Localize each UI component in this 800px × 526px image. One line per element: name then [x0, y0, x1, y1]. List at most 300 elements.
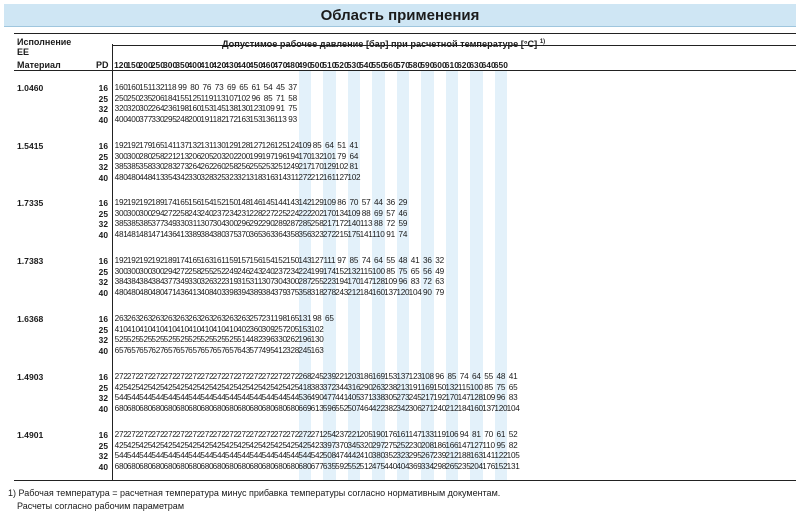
pressure-cell: 323	[224, 172, 238, 182]
pressure-cell: 480	[114, 172, 128, 182]
pressure-cell: 239	[433, 451, 447, 460]
pressure-cell: 170	[347, 277, 361, 286]
pressure-cell: 680	[200, 403, 214, 413]
pressure-cell: 425	[249, 440, 263, 450]
pressure-cell: 49	[435, 266, 444, 276]
pressure-cell: 153	[298, 324, 312, 334]
pressure-cell: 480	[114, 287, 128, 297]
pressure-cell: 81	[472, 430, 481, 439]
pressure-cell: 234	[286, 266, 300, 276]
pressure-cell: 96	[496, 393, 506, 402]
pressure-cell: 680	[151, 461, 165, 471]
pressure-cell: 120	[396, 287, 410, 297]
temperature-header: 510	[322, 60, 337, 70]
pressure-cell: 330	[273, 335, 287, 344]
pressure-cell: 256	[237, 162, 251, 171]
pressure-cell: 255	[200, 266, 214, 276]
pressure-cell: 225	[273, 208, 287, 218]
pressure-cell: 102	[237, 93, 251, 103]
pressure-cell: 85	[263, 93, 273, 103]
pressure-cell: 128	[237, 141, 251, 150]
pressure-cell: 300	[126, 208, 140, 218]
pressure-cell: 74	[398, 229, 408, 239]
pressure-cell: 425	[163, 382, 177, 392]
pressure-cell: 544	[286, 393, 300, 402]
pressure-cell: 311	[249, 277, 263, 286]
pressure-cell: 512	[359, 461, 373, 471]
pressure-cell: 680	[237, 461, 251, 471]
pressure-cell: 96	[398, 277, 408, 286]
pressure-cell: 272	[126, 430, 140, 439]
pressure-cell: 41	[410, 256, 420, 265]
pd-value: 25	[98, 266, 108, 277]
pressure-cell: 544	[249, 451, 263, 460]
temperature-header: 580	[408, 60, 423, 70]
pressure-cell: 119	[433, 430, 446, 439]
pressure-cell: 170	[322, 208, 336, 218]
pressure-cell: 91	[276, 104, 285, 113]
pressure-cell: 292	[249, 219, 263, 228]
pressure-cell: 319	[224, 277, 238, 286]
pressure-cell: 272	[237, 430, 251, 439]
pressure-cell: 300	[224, 219, 238, 228]
pressure-cell: 217	[322, 219, 336, 228]
pressure-cell: 425	[188, 382, 202, 392]
pressure-cell: 129	[310, 198, 324, 207]
pressure-cell: 110	[372, 229, 385, 239]
pressure-cell: 123	[408, 372, 422, 381]
pressure-cell: 109	[384, 277, 398, 286]
pressure-cell: 643	[237, 345, 251, 355]
pressure-cell: 307	[261, 277, 275, 286]
section-title: Область применения	[4, 4, 796, 27]
pressure-cell: 379	[273, 287, 287, 297]
pressure-cell: 400	[126, 114, 140, 124]
pressure-cell: 245	[408, 393, 422, 402]
pressure-cell: 145	[212, 104, 226, 113]
pressure-cell: 189	[151, 198, 165, 207]
pressure-cell: 131	[506, 461, 520, 471]
pressure-cell: 109	[347, 208, 361, 218]
pressure-cell: 396	[261, 335, 275, 344]
pressure-cell: 109	[261, 104, 275, 113]
pd-value: 40	[98, 287, 108, 298]
temperature-header: 500	[310, 60, 325, 70]
pressure-cell: 160	[114, 83, 128, 92]
pressure-cell: 56	[423, 266, 432, 276]
pressure-cell: 257	[249, 314, 263, 323]
pressure-cell: 198	[175, 104, 189, 113]
pressure-cell: 334	[420, 461, 434, 471]
pressure-cell: 57	[361, 198, 371, 207]
pressure-cell: 166	[445, 440, 459, 450]
pressure-cell: 170	[445, 393, 459, 402]
pressure-cell: 680	[126, 461, 140, 471]
pd-column-divider	[112, 44, 113, 480]
pressure-cell: 544	[286, 451, 300, 460]
pressure-cell: 161	[322, 172, 336, 182]
pressure-cell: 205	[200, 151, 214, 161]
pressure-cell: 425	[261, 382, 275, 392]
pressure-cell: 245	[298, 345, 312, 355]
pressure-cell: 157	[237, 256, 251, 265]
temperature-header: 490	[297, 60, 312, 70]
pressure-cell: 109	[482, 393, 496, 402]
pd-value: 32	[98, 393, 108, 403]
pressure-cell: 111	[323, 256, 336, 265]
pressure-cell: 246	[237, 266, 251, 276]
pressure-cell: 544	[273, 393, 287, 402]
pressure-cell: 344	[335, 382, 349, 392]
pressure-cell: 69	[374, 208, 383, 218]
pressure-cell: 657	[114, 345, 128, 355]
pressure-cell: 287	[286, 219, 300, 228]
pressure-cell: 425	[237, 440, 251, 450]
pressure-cell: 258	[310, 219, 324, 228]
pressure-cell: 65	[508, 382, 518, 392]
pressure-cell: 410	[224, 324, 238, 334]
pressure-cell: 375	[224, 229, 238, 239]
temperature-header: 350	[175, 60, 190, 70]
pressure-cell: 263	[139, 314, 153, 323]
pressure-cell: 490	[310, 393, 324, 402]
table-bottom-rule	[14, 480, 796, 481]
pressure-cell: 147	[359, 277, 373, 286]
temperature-header: 440	[236, 60, 251, 70]
pressure-cell: 189	[163, 256, 177, 265]
pressure-cell: 132	[188, 141, 202, 150]
pressure-cell: 297	[371, 440, 385, 450]
pressure-cell: 544	[126, 393, 140, 402]
pressure-cell: 148	[237, 198, 251, 207]
pressure-cell: 300	[114, 208, 128, 218]
pressure-cell: 272	[126, 372, 140, 381]
pressure-cell: 413	[151, 172, 165, 182]
pressure-cell: 657	[163, 345, 177, 355]
pressure-cell: 272	[139, 430, 153, 439]
pressure-cell: 542	[310, 451, 324, 460]
pressure-cell: 377	[139, 114, 153, 124]
pressure-cell: 596	[322, 403, 336, 413]
pressure-cell: 146	[249, 198, 263, 207]
pressure-cell: 425	[151, 440, 165, 450]
pressure-cell: 137	[384, 287, 398, 297]
material-name: 1.0460	[17, 83, 44, 93]
pressure-cell: 124	[286, 141, 300, 150]
pressure-cell: 525	[224, 335, 238, 344]
pressure-cell: 657	[188, 345, 202, 355]
pressure-cell: 260	[212, 162, 226, 171]
pressure-cell: 54	[263, 83, 273, 92]
pressure-cell: 258	[224, 162, 238, 171]
pressure-cell: 410	[151, 324, 165, 334]
temperature-header: 640	[481, 60, 496, 70]
pressure-cell: 321	[237, 172, 251, 182]
pressure-cell: 83	[508, 393, 518, 402]
pressure-cell: 262	[286, 335, 300, 344]
pressure-cell: 140	[347, 219, 361, 228]
pressure-cell: 268	[298, 372, 312, 381]
pressure-cell: 544	[139, 451, 153, 460]
pressure-cell: 91	[386, 229, 395, 239]
pressure-cell: 63	[435, 277, 444, 286]
pressure-cell: 471	[151, 229, 165, 239]
pressure-cell: 657	[212, 345, 226, 355]
pressure-cell: 224	[286, 208, 300, 218]
pressure-cell: 61	[251, 83, 261, 92]
pressure-cell: 371	[359, 393, 373, 402]
pressure-cell: 179	[139, 141, 153, 150]
header-execution-label: Исполнение	[17, 37, 72, 47]
pressure-cell: 48	[496, 372, 506, 381]
pressure-cell: 127	[310, 256, 324, 265]
pressure-cell: 525	[200, 335, 214, 344]
pressure-cell: 544	[298, 451, 312, 460]
pressure-cell: 408	[200, 287, 214, 297]
pressure-cell: 194	[286, 151, 300, 161]
pressure-cell: 237	[212, 208, 226, 218]
pressure-cell: 552	[347, 461, 361, 471]
pressure-cell: 404	[396, 461, 410, 471]
pressure-cell: 613	[310, 403, 324, 413]
pressure-cell: 263	[188, 314, 202, 323]
pressure-cell: 198	[273, 314, 287, 323]
pressure-cell: 385	[139, 219, 153, 228]
pressure-cell: 79	[435, 287, 444, 297]
pressure-cell: 425	[237, 382, 251, 392]
pressure-cell: 410	[359, 451, 373, 460]
pressure-cell: 90	[423, 287, 432, 297]
pressure-cell: 360	[249, 324, 263, 334]
pressure-cell: 680	[224, 461, 238, 471]
pressure-cell: 202	[310, 208, 324, 218]
pressure-cell: 383	[310, 382, 324, 392]
pressure-cell: 248	[175, 114, 189, 124]
pressure-cell: 217	[420, 393, 434, 402]
pressure-cell: 385	[126, 219, 140, 228]
pressure-cell: 203	[347, 372, 361, 381]
pressure-cell: 272	[163, 430, 177, 439]
pressure-cell: 182	[212, 114, 226, 124]
pressure-cell: 544	[188, 393, 202, 402]
pressure-cell: 75	[398, 266, 408, 276]
pressure-cell: 265	[445, 461, 459, 471]
pressure-cell: 258	[151, 151, 165, 161]
pressure-cell: 480	[151, 287, 165, 297]
pd-value: 25	[98, 440, 108, 451]
pressure-cell: 544	[261, 393, 275, 402]
pressure-cell: 36	[423, 256, 432, 265]
pressure-cell: 172	[335, 219, 349, 228]
pressure-cell: 272	[298, 172, 312, 182]
pressure-cell: 680	[249, 403, 263, 413]
pressure-cell: 147	[408, 430, 422, 439]
pressure-cell: 65	[325, 314, 334, 323]
pressure-cell: 480	[126, 287, 140, 297]
pressure-cell: 105	[506, 451, 520, 460]
pressure-cell: 398	[224, 287, 238, 297]
pressure-cell: 192	[114, 198, 128, 207]
pressure-cell: 680	[273, 403, 287, 413]
temperature-header: 590	[420, 60, 435, 70]
pressure-cell: 544	[224, 451, 238, 460]
pressure-cell: 272	[188, 372, 202, 381]
pressure-cell: 413	[188, 287, 202, 297]
pd-value: 16	[98, 372, 108, 382]
pressure-cell: 231	[261, 314, 275, 323]
pressure-cell: 104	[506, 403, 520, 413]
pressure-cell: 72	[423, 277, 432, 286]
pressure-cell: 150	[286, 256, 300, 265]
pressure-cell: 165	[175, 198, 189, 207]
pressure-cell: 97	[337, 256, 346, 265]
temperature-header: 600	[432, 60, 447, 70]
pressure-cell: 272	[286, 430, 300, 439]
pressure-cell: 397	[322, 440, 336, 450]
pressure-cell: 64	[349, 151, 359, 161]
pressure-cell: 385	[114, 219, 128, 228]
pressure-cell: 192	[151, 256, 165, 265]
pressure-cell: 480	[139, 287, 153, 297]
pressure-cell: 544	[114, 451, 128, 460]
pressure-cell: 61	[496, 430, 506, 439]
pressure-cell: 272	[139, 372, 153, 381]
pressure-cell: 425	[175, 440, 189, 450]
header-bottom-rule	[14, 70, 796, 71]
pd-value: 16	[98, 141, 108, 151]
pd-value: 25	[98, 382, 108, 393]
pressure-cell: 289	[273, 219, 287, 228]
pressure-cell: 272	[237, 372, 251, 381]
pressure-cell: 235	[139, 93, 153, 103]
pressure-cell: 525	[114, 335, 128, 344]
pd-value: 32	[98, 104, 108, 114]
pressure-cell: 423	[310, 440, 324, 450]
pressure-cell: 109	[322, 198, 336, 207]
pressure-cell: 101	[322, 151, 336, 161]
pressure-cell: 410	[163, 324, 177, 334]
pressure-cell: 514	[237, 335, 251, 344]
pressure-cell: 544	[139, 393, 153, 402]
pressure-cell: 544	[188, 451, 202, 460]
pressure-cell: 212	[445, 403, 459, 413]
pressure-cell: 410	[114, 324, 128, 334]
pressure-cell: 85	[447, 372, 457, 381]
pressure-cell: 495	[261, 345, 275, 355]
pressure-cell: 482	[249, 335, 263, 344]
pressure-cell: 113	[212, 93, 226, 103]
pressure-cell: 37	[288, 83, 297, 92]
pressure-cell: 320	[114, 104, 128, 113]
pd-value: 32	[98, 162, 108, 172]
pressure-cell: 315	[237, 277, 251, 286]
pressure-cell: 525	[126, 335, 140, 344]
pd-value: 40	[98, 114, 108, 125]
pressure-cell: 280	[139, 151, 153, 161]
pressure-cell: 311	[188, 219, 201, 228]
pressure-cell: 237	[335, 430, 349, 439]
pressure-cell: 389	[249, 287, 263, 297]
pressure-cell: 400	[114, 114, 128, 124]
column-stripe	[470, 70, 482, 480]
pressure-cell: 150	[433, 382, 447, 392]
pressure-cell: 109	[298, 141, 312, 150]
pressure-cell: 272	[114, 372, 128, 381]
pressure-cell: 104	[408, 287, 422, 297]
pressure-cell: 425	[114, 440, 128, 450]
pressure-cell: 309	[261, 324, 275, 334]
pressure-cell: 330	[188, 172, 202, 182]
pressure-cell: 471	[163, 287, 177, 297]
pressure-cell: 142	[298, 198, 312, 207]
pressure-cell: 323	[396, 451, 410, 460]
pressure-cell: 190	[371, 430, 385, 439]
pressure-cell: 174	[175, 256, 189, 265]
material-name: 1.4901	[17, 430, 44, 440]
pressure-cell: 272	[261, 372, 275, 381]
temperature-header: 620	[457, 60, 472, 70]
pressure-cell: 680	[163, 403, 177, 413]
pressure-cell: 93	[288, 114, 297, 124]
pd-value: 16	[98, 198, 108, 208]
pressure-cell: 425	[273, 382, 287, 392]
pressure-cell: 169	[371, 372, 385, 381]
pressure-cell: 138	[224, 104, 238, 113]
pressure-cell: 302	[139, 104, 153, 113]
pressure-cell: 106	[445, 430, 459, 439]
pressure-cell: 156	[249, 256, 263, 265]
pressure-cell: 318	[249, 172, 263, 182]
pressure-cell: 76	[202, 83, 212, 92]
pressure-cell: 287	[298, 277, 312, 286]
pressure-cell: 306	[408, 403, 422, 413]
pressure-cell: 122	[494, 451, 508, 460]
pressure-cell: 258	[175, 208, 189, 218]
pressure-cell: 680	[175, 461, 189, 471]
pressure-cell: 70	[484, 430, 493, 439]
pressure-cell: 322	[212, 277, 226, 286]
pressure-cell: 85	[312, 141, 322, 150]
pressure-cell: 680	[212, 403, 226, 413]
pressure-cell: 123	[249, 104, 263, 113]
pressure-cell: 425	[249, 382, 263, 392]
pressure-cell: 188	[457, 451, 471, 460]
pressure-cell: 240	[433, 403, 447, 413]
pressure-cell: 657	[175, 345, 189, 355]
pressure-cell: 130	[237, 104, 251, 113]
pressure-cell: 176	[482, 461, 496, 471]
pressure-cell: 384	[200, 229, 214, 239]
pressure-cell: 278	[322, 287, 336, 297]
pressure-cell: 74	[459, 372, 469, 381]
pressure-cell: 32	[435, 256, 444, 265]
pressure-cell: 481	[114, 229, 128, 239]
pressure-cell: 163	[237, 114, 251, 124]
pressure-cell: 680	[126, 403, 140, 413]
pressure-cell: 680	[163, 461, 177, 471]
pressure-cell: 544	[151, 451, 165, 460]
pressure-cell: 627	[151, 345, 165, 355]
pressure-cell: 127	[469, 440, 483, 450]
pressure-cell: 544	[163, 451, 177, 460]
pressure-cell: 425	[224, 382, 238, 392]
pressure-cell: 150	[224, 198, 238, 207]
pressure-cell: 507	[347, 403, 361, 413]
pressure-cell: 425	[175, 382, 189, 392]
pressure-cell: 273	[175, 162, 189, 171]
pressure-cell: 525	[163, 335, 177, 344]
pressure-cell: 657	[224, 345, 238, 355]
